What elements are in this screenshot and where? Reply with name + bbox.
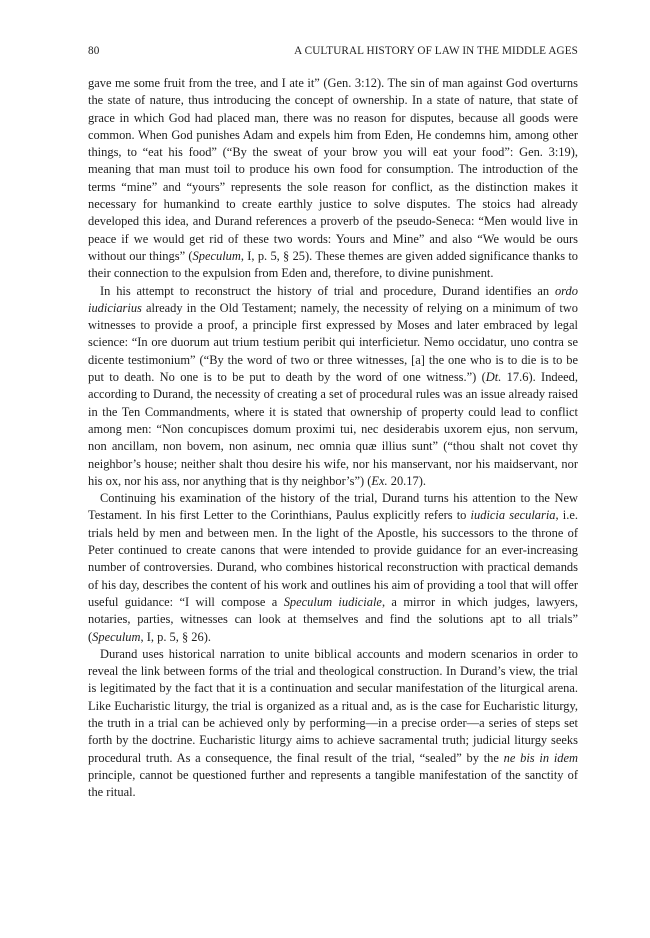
italic-text: Speculum iudiciale [283, 594, 382, 609]
body-text [88, 75, 578, 801]
text-segment: , I, p. 5, § 25). These themes are given added significance thanks to their connection to the expulsion from Eden and, therefore, to divine punishment. [88, 248, 579, 281]
text-segment: In his attempt to reconstruct the history of trial and procedure, Durand identifies an [100, 283, 555, 298]
italic-text: iudicia secularia, [470, 508, 559, 523]
running-title: A CULTURAL HISTORY OF LAW IN THE MIDDLE AGES [294, 45, 578, 57]
text-segment: gave me some fruit from the tree, and I ate it” (Gen. 3:12). The sin of man against God overturns the state of nature, thus introducing the concept of ownership. In a state of nature, that state of grace in which God had placed man, there was no reason for disputes, because all goods were common. When God punishes Adam and expels him from Eden, He condemns him, among other things, to “eat his food” (“By the sweat of your brow you will eat your food”: Gen. 3:19), meaning that man must toil to produce his own food for consumption. The introduction of the terms “mine” and “yours” represents the sole reason for conflict, as the distinction makes it necessary for humankind to create earthly justice to solve disputes. The stoics had already developed this idea, and Durand references a proverb of the pseudo-Seneca: “Men would live in peace if we would get rid of these two words: Yours and Mine” and also “We would be ours without our things” ( [88, 76, 578, 263]
italic-text: Dt. [485, 370, 502, 385]
paragraph [88, 490, 578, 646]
text-segment: 20.17). [387, 473, 426, 488]
italic-text: ne bis in idem [503, 750, 578, 765]
text-segment: already in the Old Testament; namely, the necessity of relying on a minimum of two witnesses to provide a proof, a principle first expressed by Moses and later embraced by legal science: “In ore duorum aut trium testium peribit qui interficietur. Nemo occidatur, uno contra se dicente testimonium” (“By the word of two or three witnesses, [a] the one who is to die is to be put to death. No one is to be put to death by the word of one witness.”) ( [88, 300, 578, 385]
text-segment: 17.6). Indeed, according to Durand, the necessity of creating a set of procedural rules was an issue already raised in the Ten Commandments, where it is stated that ownership of property could lead to conflict among men: “Non concupisces domum proximi tui, nec desiderabis uxorem ejus, non servum, non ancillam, non bovem, non asinum, nec omnia quæ illius sunt” (“thou shalt not covet thy neighbor’s house; neither shalt thou desire his wife, nor his manservant, nor his maidservant, nor his ox, nor his ass, nor anything that is thy neighbor’s”) ( [88, 370, 579, 488]
text-segment: i.e. trials held by men and between men. In the light of the Apostle, his successors to the throne of Peter continued to create canons that were intended to provide guidance for an ever-increasing number of controversies. Durand, who combines historical reconstruction with practical demands of his day, describes the content of his work and outlines his aim of providing a tool that will offer useful guidance: “I will compose a [88, 508, 578, 609]
paragraph [88, 75, 578, 283]
italic-text: Ex. [371, 473, 388, 488]
text-segment: Continuing his examination of the history of the trial, Durand turns his attention to the New Testament. In his first Letter to the Corinthians, Paulus explicitly refers to [88, 491, 578, 523]
text-segment: , a mirror in which judges, lawyers, notaries, parties, witnesses can look at themselves and find the solutions apt to all trials” ( [88, 594, 579, 644]
italic-text: ordo iudiciarius [88, 283, 578, 315]
text-segment: principle, cannot be questioned further and represents a tangible manifestation of the sanctity of the ritual. [88, 767, 578, 800]
paragraph [88, 646, 578, 802]
paragraph [88, 283, 578, 491]
italic-text: Speculum [192, 248, 241, 263]
italic-text: Speculum [92, 629, 141, 644]
page-number: 80 [88, 45, 100, 57]
text-segment: Durand uses historical narration to unite biblical accounts and modern scenarios in order to reveal the link between forms of the trial and theological construction. In Durand’s view, the trial is legitimated by the fact that it is a continuation and secular manifestation of the liturgical arena. Like Eucharistic liturgy, the trial is organized as a ritual and, as is the case for Eucharistic liturgy, the truth in a trial can be achieved only by performing—in a precise order—a series of steps set forth by the doctrine. Eucharistic liturgy aims to achieve sacramental truth; judicial liturgy seeks procedural truth. As a consequence, the final result of the trial, “sealed” by the [88, 646, 578, 765]
text-segment: , I, p. 5, § 26). [140, 629, 211, 644]
